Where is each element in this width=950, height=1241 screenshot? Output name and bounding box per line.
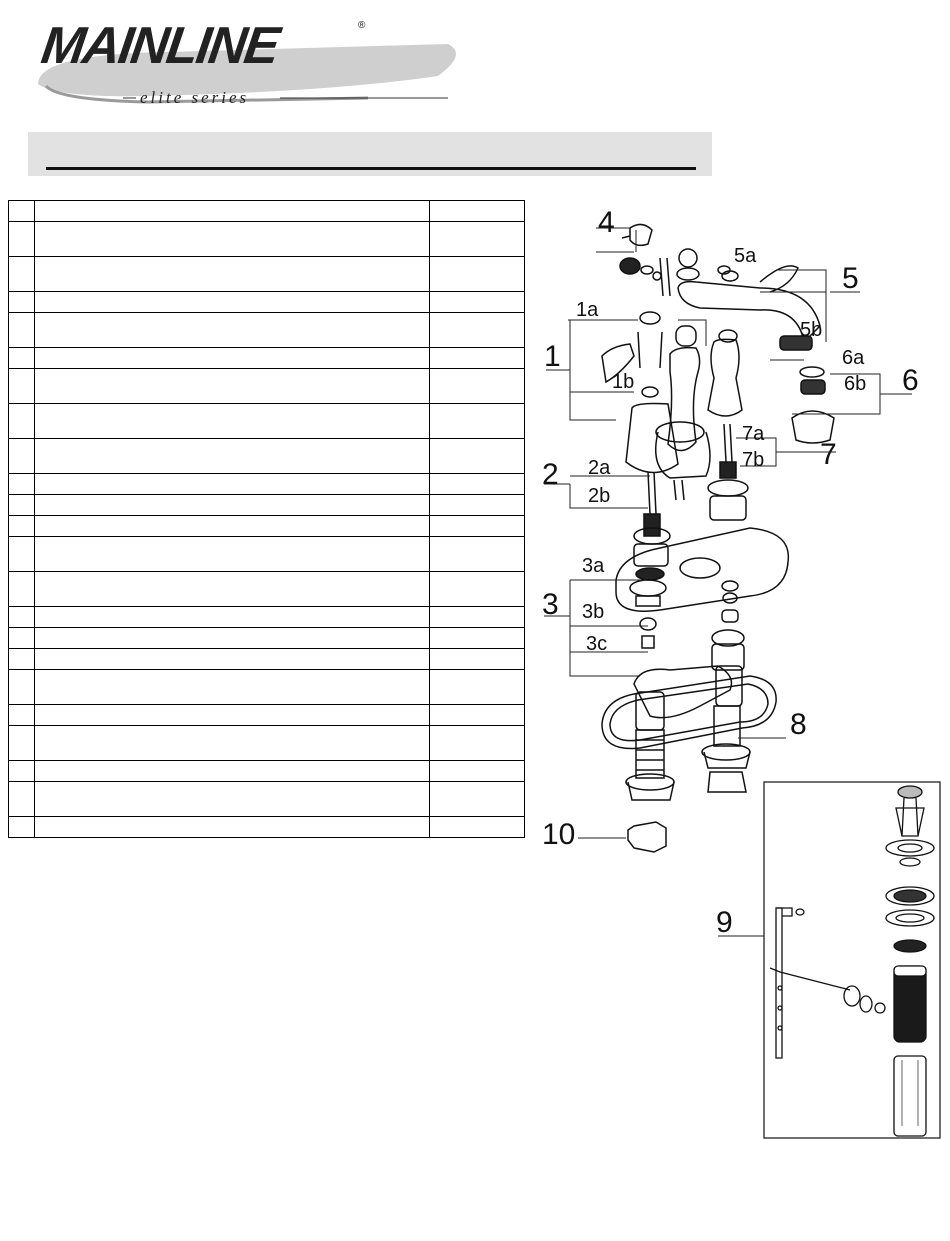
description-cell xyxy=(35,348,430,369)
part-number-cell xyxy=(9,516,35,537)
table-row xyxy=(9,782,525,817)
callout-3a: 3a xyxy=(582,555,605,577)
table-row xyxy=(9,439,525,474)
description-cell xyxy=(35,782,430,817)
callout-10: 10 xyxy=(542,818,576,851)
table-row xyxy=(9,572,525,607)
callout-6a: 6a xyxy=(842,347,865,369)
table-row xyxy=(9,726,525,761)
code-cell xyxy=(430,726,525,761)
table-row xyxy=(9,369,525,404)
description-cell xyxy=(35,201,430,222)
callout-7: 7 xyxy=(820,438,837,471)
code-cell xyxy=(430,572,525,607)
drain-assembly-inset xyxy=(764,782,940,1138)
description-cell xyxy=(35,369,430,404)
description-cell xyxy=(35,705,430,726)
callout-2: 2 xyxy=(542,458,559,491)
brand-series: elite series xyxy=(140,88,250,107)
table-row xyxy=(9,404,525,439)
callout-1: 1 xyxy=(544,340,561,373)
table-row xyxy=(9,761,525,782)
title-rule xyxy=(46,167,696,170)
part-number-cell xyxy=(9,817,35,838)
part-number-cell xyxy=(9,782,35,817)
description-cell xyxy=(35,474,430,495)
table-row xyxy=(9,537,525,572)
table-row xyxy=(9,516,525,537)
code-cell xyxy=(430,817,525,838)
callout-1a: 1a xyxy=(576,299,599,321)
callout-labels xyxy=(542,206,919,939)
code-cell xyxy=(430,257,525,292)
code-cell xyxy=(430,404,525,439)
table-row xyxy=(9,292,525,313)
table-row xyxy=(9,257,525,292)
code-cell xyxy=(430,495,525,516)
callout-7a: 7a xyxy=(742,423,765,445)
registered-mark: ® xyxy=(358,20,366,31)
code-cell xyxy=(430,649,525,670)
table-row xyxy=(9,201,525,222)
callout-3b: 3b xyxy=(582,601,605,623)
table-row xyxy=(9,495,525,516)
callout-1b: 1b xyxy=(612,371,635,393)
part-number-cell xyxy=(9,649,35,670)
code-cell xyxy=(430,348,525,369)
code-cell xyxy=(430,537,525,572)
description-cell xyxy=(35,516,430,537)
table-row xyxy=(9,348,525,369)
description-cell xyxy=(35,607,430,628)
callout-2a: 2a xyxy=(588,457,611,479)
callout-8: 8 xyxy=(790,708,807,741)
part-number-cell xyxy=(9,607,35,628)
part-number-cell xyxy=(9,628,35,649)
callout-3c: 3c xyxy=(586,633,608,655)
code-cell xyxy=(430,516,525,537)
description-cell xyxy=(35,649,430,670)
callout-9: 9 xyxy=(716,906,733,939)
part-number-cell xyxy=(9,439,35,474)
table-row xyxy=(9,607,525,628)
code-cell xyxy=(430,782,525,817)
part-number-cell xyxy=(9,257,35,292)
part-number-cell xyxy=(9,572,35,607)
part-number-cell xyxy=(9,495,35,516)
part-number-cell xyxy=(9,761,35,782)
description-cell xyxy=(35,313,430,348)
description-cell xyxy=(35,537,430,572)
callout-6: 6 xyxy=(902,364,919,397)
description-cell xyxy=(35,572,430,607)
description-cell xyxy=(35,761,430,782)
part-number-cell xyxy=(9,348,35,369)
code-cell xyxy=(430,761,525,782)
code-cell xyxy=(430,628,525,649)
description-cell xyxy=(35,439,430,474)
description-cell xyxy=(35,292,430,313)
code-cell xyxy=(430,369,525,404)
part-number-cell xyxy=(9,537,35,572)
part-number-cell xyxy=(9,222,35,257)
part-number-cell xyxy=(9,705,35,726)
description-cell xyxy=(35,817,430,838)
code-cell xyxy=(430,292,525,313)
table-row xyxy=(9,649,525,670)
brand-logo xyxy=(28,14,458,114)
code-cell xyxy=(430,705,525,726)
table-row xyxy=(9,474,525,495)
code-cell xyxy=(430,607,525,628)
code-cell xyxy=(430,474,525,495)
callout-5: 5 xyxy=(842,262,859,295)
code-cell xyxy=(430,439,525,474)
part-number-cell xyxy=(9,670,35,705)
description-cell xyxy=(35,628,430,649)
description-cell xyxy=(35,404,430,439)
table-row xyxy=(9,705,525,726)
parts-table xyxy=(8,200,525,838)
description-cell xyxy=(35,257,430,292)
code-cell xyxy=(430,222,525,257)
part-number-cell xyxy=(9,404,35,439)
description-cell xyxy=(35,222,430,257)
callout-leaders xyxy=(544,228,912,936)
table-row xyxy=(9,628,525,649)
callout-5b: 5b xyxy=(800,319,823,341)
description-cell xyxy=(35,726,430,761)
brand-name: MAINLINE xyxy=(37,17,282,75)
part-number-cell xyxy=(9,313,35,348)
description-cell xyxy=(35,495,430,516)
code-cell xyxy=(430,201,525,222)
callout-3: 3 xyxy=(542,588,559,621)
callout-6b: 6b xyxy=(844,373,867,395)
part-number-cell xyxy=(9,369,35,404)
table-row xyxy=(9,817,525,838)
callout-2b: 2b xyxy=(588,485,611,507)
part-number-cell xyxy=(9,292,35,313)
part-number-cell xyxy=(9,474,35,495)
table-row xyxy=(9,313,525,348)
callout-5a: 5a xyxy=(734,245,757,267)
exploded-parts-diagram xyxy=(530,196,950,1156)
part-number-cell xyxy=(9,201,35,222)
callout-4: 4 xyxy=(598,206,615,239)
description-cell xyxy=(35,670,430,705)
table-row xyxy=(9,222,525,257)
code-cell xyxy=(430,313,525,348)
part-number-cell xyxy=(9,726,35,761)
callout-7b: 7b xyxy=(742,449,765,471)
code-cell xyxy=(430,670,525,705)
table-row xyxy=(9,670,525,705)
